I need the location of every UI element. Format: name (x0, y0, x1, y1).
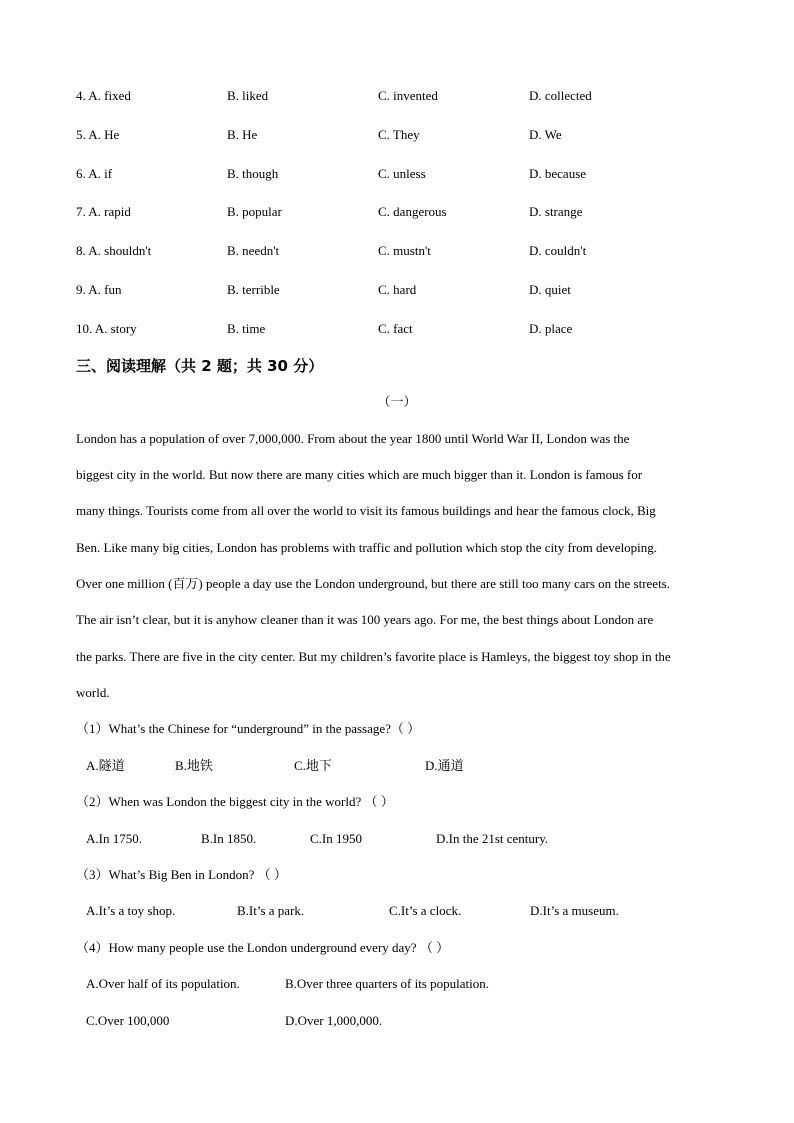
option-c: C. mustn't (378, 243, 431, 258)
q2-option-d: D.In the 21st century. (436, 831, 549, 846)
option-d: D. collected (529, 88, 592, 103)
option-b: B. needn't (227, 243, 280, 258)
q2-option-b: B.In 1850. (201, 831, 257, 846)
option-d: D. quiet (529, 282, 571, 297)
option-a: 9. A. fun (76, 282, 122, 297)
option-b: B. terrible (227, 282, 280, 297)
q4-option-d: D.Over 1,000,000. (285, 1013, 383, 1028)
option-a: 4. A. fixed (76, 88, 131, 103)
option-d: D. strange (529, 204, 583, 219)
passage-line: Ben. Like many big cities, London has problems with traffic and pollution which stop the city from developing. (76, 540, 658, 555)
option-c: C. fact (378, 321, 413, 336)
option-c: C. They (378, 127, 420, 142)
q2-option-a: A.In 1750. (86, 831, 142, 846)
q3-option-d: D.It’s a museum. (530, 903, 619, 918)
passage-line: Over one million (百万) people a day use the London underground, but there are still too many cars on the streets. (76, 576, 670, 591)
option-a: 8. A. shouldn't (76, 243, 152, 258)
option-c: C. unless (378, 166, 426, 181)
option-b: B. He (227, 127, 258, 142)
option-d: D. couldn't (529, 243, 587, 258)
option-b: B. liked (227, 88, 269, 103)
q3-option-a: A.It’s a toy shop. (86, 903, 176, 918)
question-2: （2）When was London the biggest city in the world? （ ） (76, 794, 394, 809)
passage-line: The air isn’t clear, but it is anyhow cleaner than it was 100 years ago. For me, the best things about London are (76, 612, 654, 627)
option-b: B. time (227, 321, 266, 336)
passage-line: London has a population of over 7,000,000. From about the year 1800 until World War II, London was the (76, 431, 630, 446)
q1-option-a: A.隧道 (86, 758, 125, 773)
passage-line: many things. Tourists come from all over the world to visit its famous buildings and hear the famous clock, Big (76, 503, 656, 518)
option-a: 10. A. story (76, 321, 137, 336)
option-a: 5. A. He (76, 127, 120, 142)
q1-option-c: C.地下 (294, 758, 332, 773)
passage-line: the parks. There are five in the city center. But my children’s favorite place is Hamleys, the biggest toy shop in the (76, 649, 671, 664)
option-c: C. dangerous (378, 204, 447, 219)
option-b: B. though (227, 166, 279, 181)
passage-line: world. (76, 685, 110, 700)
q3-option-b: B.It’s a park. (237, 903, 305, 918)
q3-option-c: C.It’s a clock. (389, 903, 462, 918)
part-heading: （一） (377, 394, 417, 409)
q4-option-b: B.Over three quarters of its population. (285, 976, 489, 991)
option-d: D. We (529, 127, 562, 142)
option-c: C. hard (378, 282, 417, 297)
q1-option-b: B.地铁 (175, 758, 213, 773)
option-d: D. because (529, 166, 587, 181)
question-1: （1）What’s the Chinese for “underground” in the passage?（ ） (76, 721, 421, 736)
option-b: B. popular (227, 204, 282, 219)
q2-option-c: C.In 1950 (310, 831, 362, 846)
q4-option-c: C.Over 100,000 (86, 1013, 170, 1028)
option-a: 6. A. if (76, 166, 113, 181)
section-heading: 三、阅读理解（共 2 题；共 30 分） (76, 357, 324, 375)
question-4: （4）How many people use the London underground every day? （ ） (76, 940, 450, 955)
option-c: C. invented (378, 88, 438, 103)
passage-line: biggest city in the world. But now there are many cities which are much bigger than it. London is famous for (76, 467, 643, 482)
question-3: （3）What’s Big Ben in London? （ ） (76, 867, 287, 882)
q4-option-a: A.Over half of its population. (86, 976, 240, 991)
option-a: 7. A. rapid (76, 204, 131, 219)
q1-option-d: D.通道 (425, 758, 464, 773)
option-d: D. place (529, 321, 573, 336)
